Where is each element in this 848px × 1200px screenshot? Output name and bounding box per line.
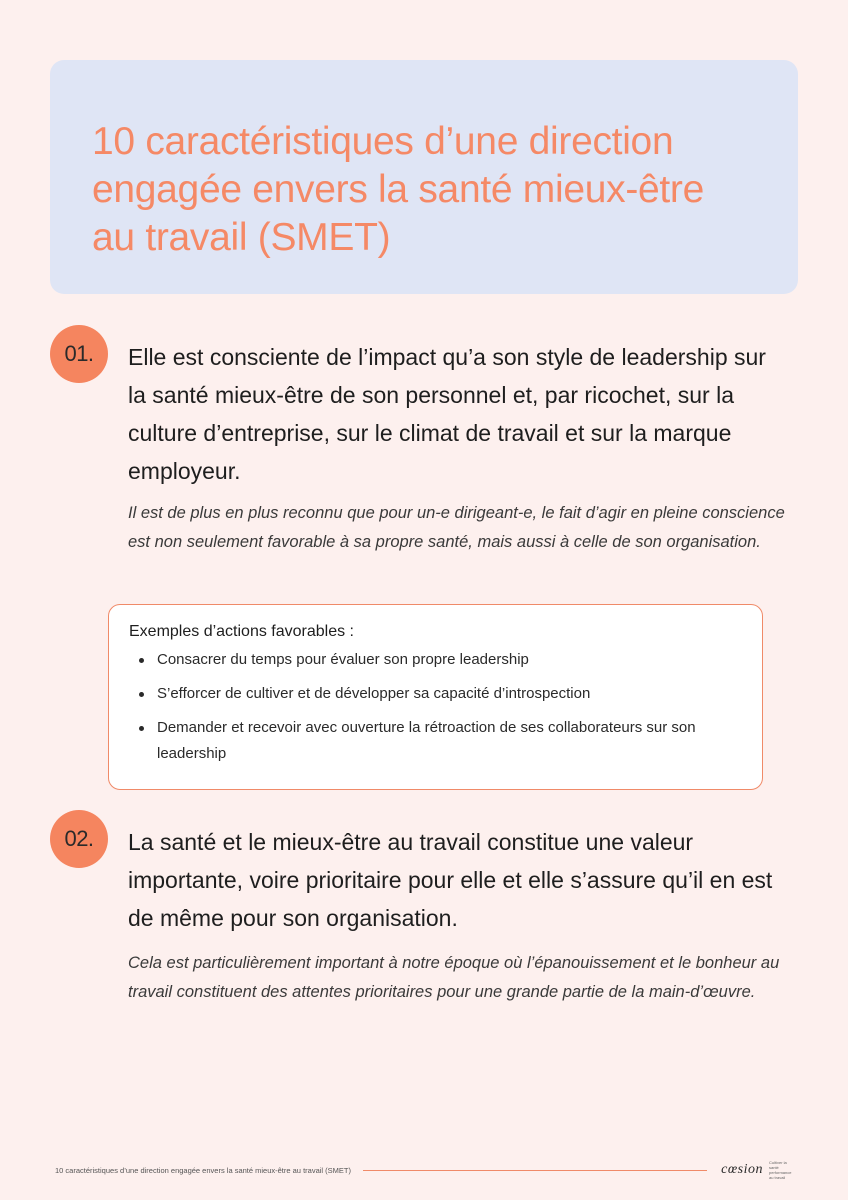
- title-banner: [50, 60, 798, 294]
- list-item: Demander et recevoir avec ouverture la rétroaction de ses collaborateurs sur son leadership: [129, 715, 742, 767]
- section-number-badge: 02.: [50, 810, 108, 868]
- page-footer: [55, 1160, 795, 1180]
- section-heading: Elle est consciente de l’impact qu’a son style de leadership sur la santé mieux-être de son personnel et, par ricochet, sur la culture d’entreprise, sur le climat de travail et sur la marque employeur.: [128, 344, 766, 484]
- logo-tagline: Cultiver la santé performance au travail: [769, 1160, 792, 1180]
- list-item: S’efforcer de cultiver et de développer sa capacité d’introspection: [129, 681, 742, 707]
- section-description: Cela est particulièrement important à notre époque où l’épanouissement et le bonheur au travail constituent des attentes prioritaires pour une grande partie de la main-d’œuvre.: [128, 954, 780, 1001]
- logo: cœsion: [721, 1162, 763, 1177]
- examples-box: [108, 604, 763, 790]
- section-heading: La santé et le mieux-être au travail constitue une valeur importante, voire prioritaire pour elle et elle s’assure qu’il en est de même pour son organisation.: [128, 829, 773, 931]
- section-description: Il est de plus en plus reconnu que pour un-e dirigeant-e, le fait d’agir en pleine conscience est non seulement favorable à sa propre santé, mais aussi à celle de son organisation.: [128, 504, 785, 551]
- section-number-badge: 01.: [50, 325, 108, 383]
- examples-list: [129, 647, 742, 767]
- examples-title: Exemples d’actions favorables :: [129, 623, 354, 640]
- list-item: Consacrer du temps pour évaluer son propre leadership: [129, 647, 742, 673]
- footer-divider: [363, 1170, 707, 1171]
- footer-text: 10 caractéristiques d’une direction engagée envers la santé mieux-être au travail (SMET): [55, 1165, 351, 1175]
- page-title: 10 caractéristiques d’une direction engagée envers la santé mieux-être au travail (SMET): [92, 120, 705, 259]
